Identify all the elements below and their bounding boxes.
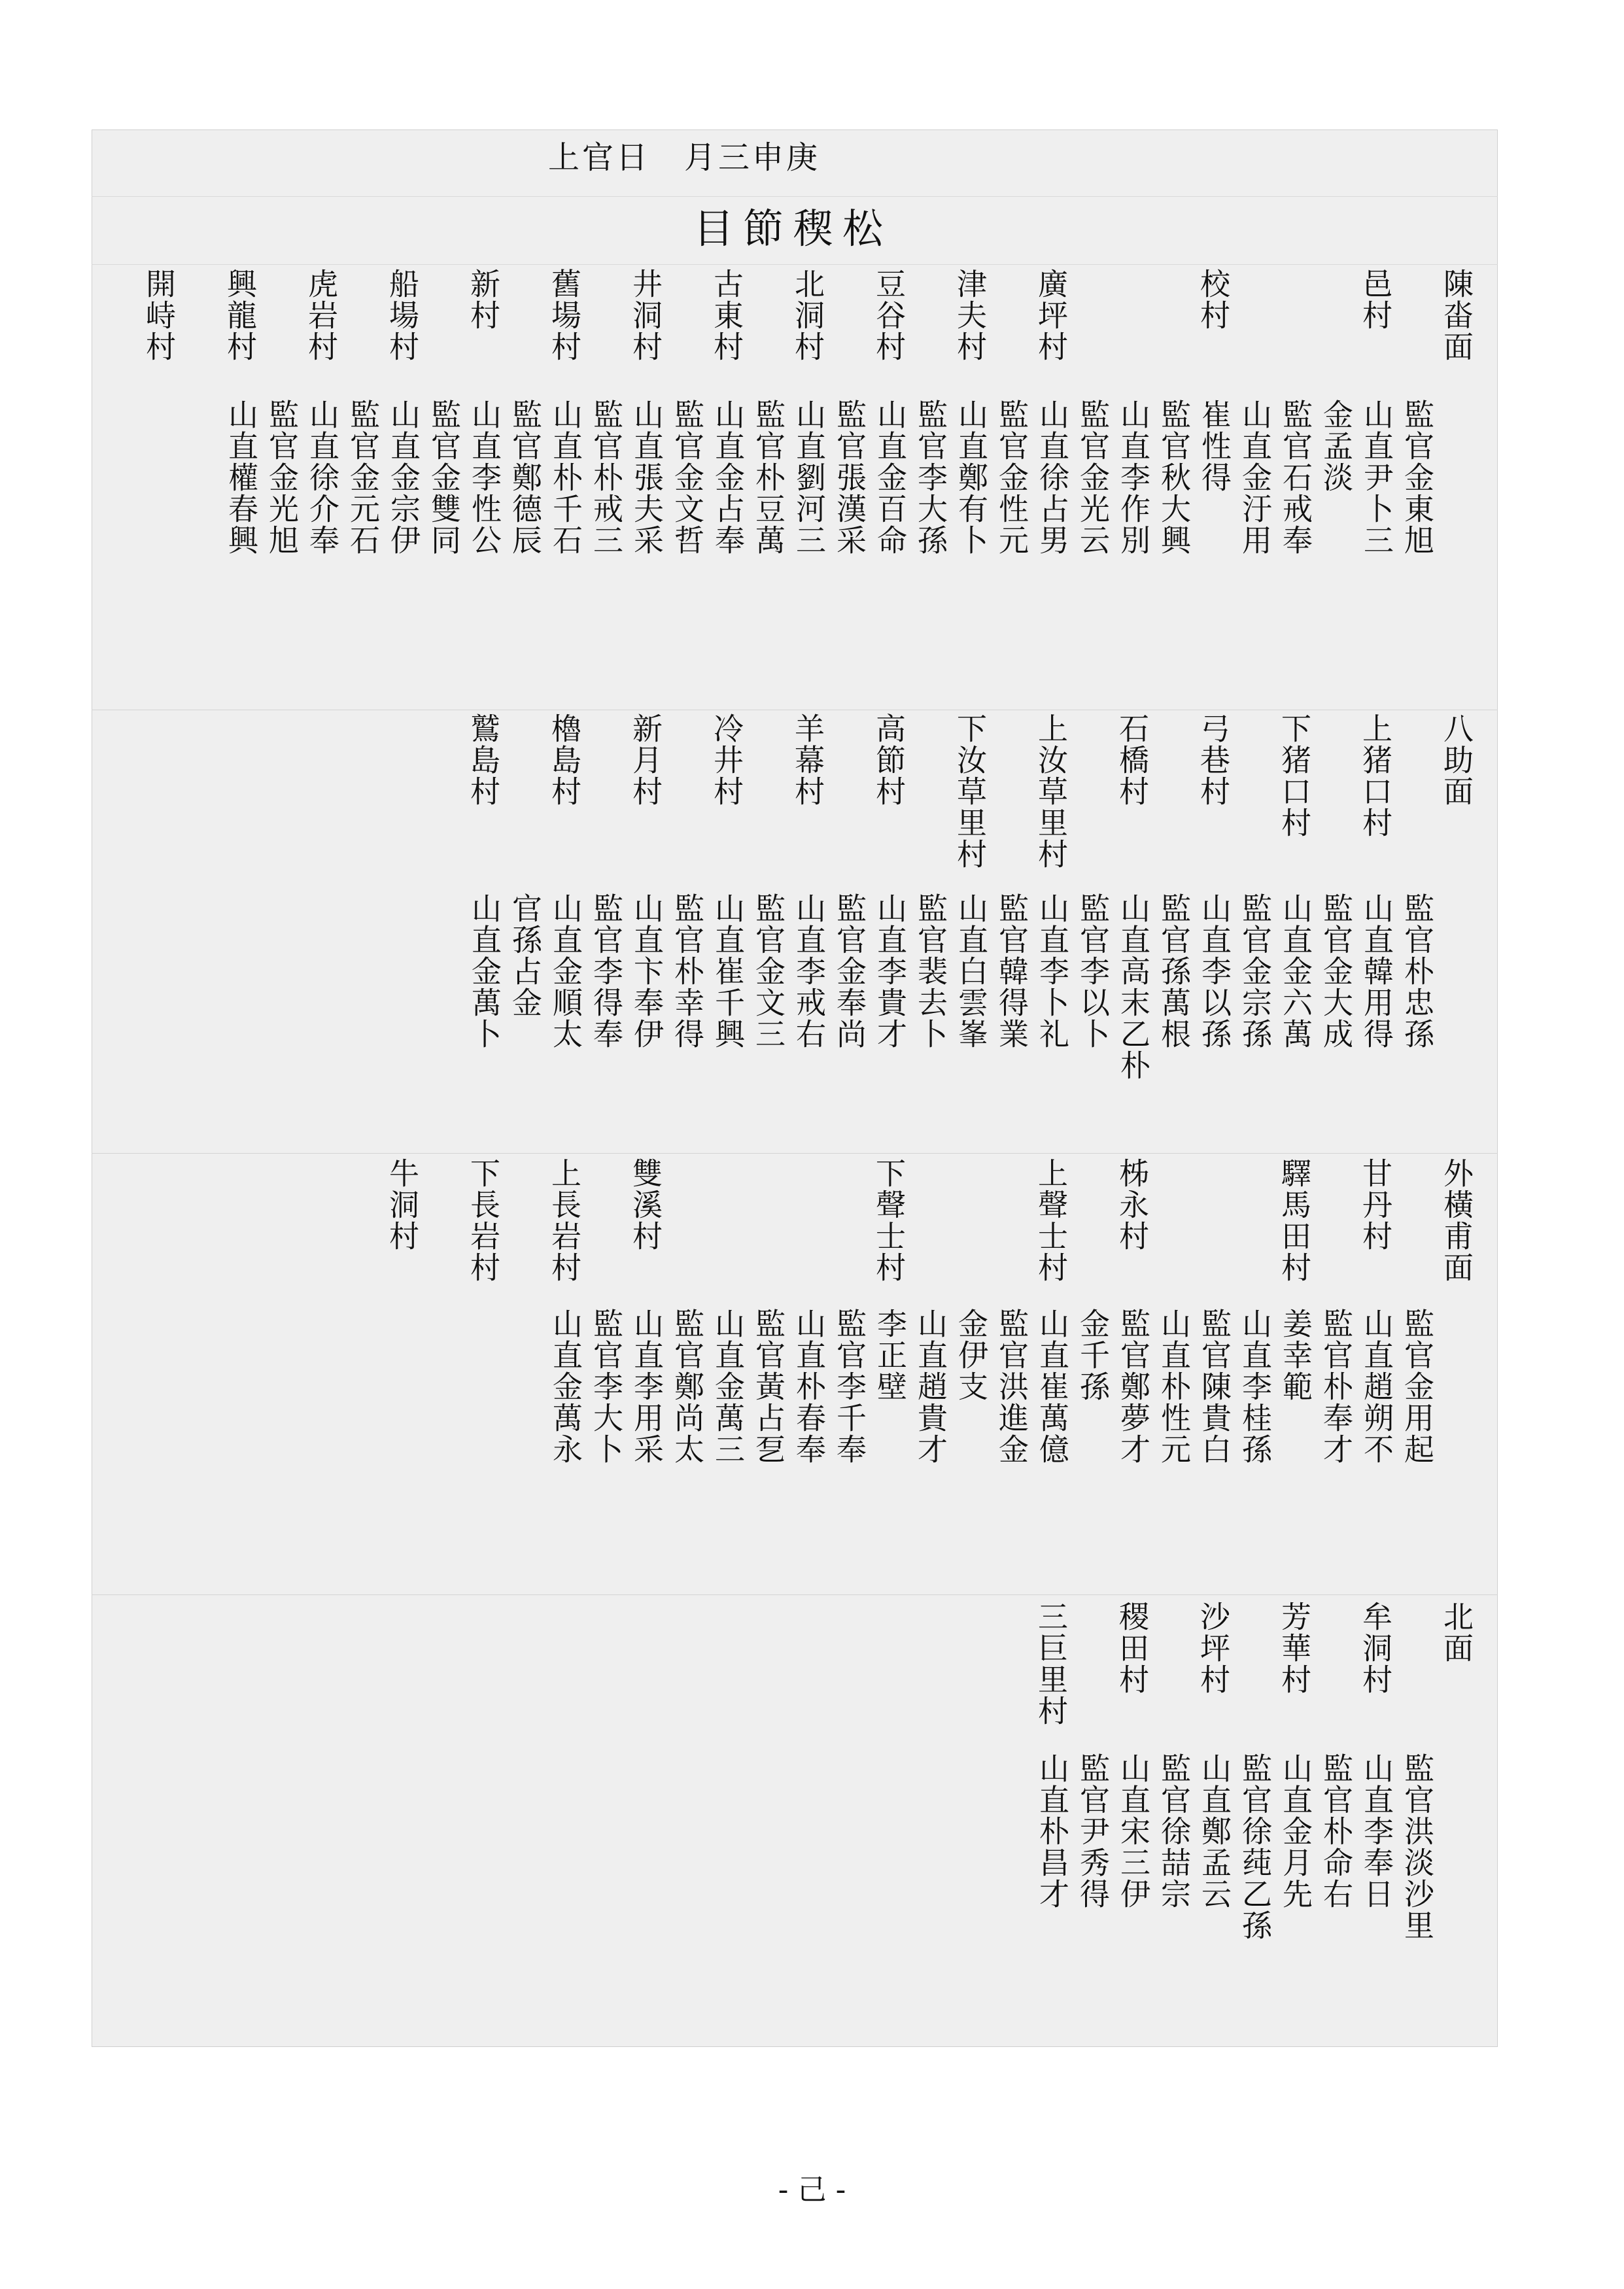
place-column: 上長岩村 xyxy=(547,1158,582,1283)
place-column: 古東村 xyxy=(709,268,744,362)
place-column: 北洞村 xyxy=(790,268,825,362)
official-column: 監官徐喆宗 xyxy=(1156,1753,1192,1910)
official-column: 監官裴去卜 xyxy=(913,893,948,1050)
official-column: 監官李大孫 xyxy=(913,399,948,556)
official-column: 監官金文三 xyxy=(751,893,786,1050)
official-column: 監官石戒奉 xyxy=(1278,399,1313,556)
place-column: 沙坪村 xyxy=(1196,1601,1231,1695)
official-column: 山直張夫采 xyxy=(629,399,665,556)
official-column: 官孫占金 xyxy=(508,893,543,1018)
place-column: 津夫村 xyxy=(952,268,988,362)
official-column: 監官李得奉 xyxy=(589,893,624,1050)
official-column: 李正壁 xyxy=(872,1308,908,1402)
section-divider xyxy=(92,1153,1498,1154)
place-column: 牛洞村 xyxy=(385,1158,420,1252)
official-column: 姜幸範 xyxy=(1278,1308,1313,1402)
official-column: 山直金六萬 xyxy=(1278,893,1313,1050)
official-column: 山直金萬三 xyxy=(710,1308,746,1465)
official-column: 山直權春興 xyxy=(224,399,259,556)
official-column: 山直卞奉伊 xyxy=(629,893,665,1050)
official-column: 山直金汙用 xyxy=(1237,399,1273,556)
official-column: 監官徐莼乙孫 xyxy=(1237,1753,1273,1941)
official-column: 監官洪淡沙里 xyxy=(1400,1753,1435,1941)
official-column: 監官朴奉才 xyxy=(1319,1308,1354,1465)
official-column: 山直金萬永 xyxy=(548,1308,583,1465)
place-column: 稷田村 xyxy=(1114,1601,1150,1695)
place-column: 下汝草里村 xyxy=(952,713,988,870)
place-column: 上猪口村 xyxy=(1358,713,1393,838)
place-column: 上聲士村 xyxy=(1033,1158,1069,1283)
official-column: 山直朴昌才 xyxy=(1035,1753,1070,1910)
official-column: 監官金雙同 xyxy=(426,399,462,556)
official-column: 監官朴忠孫 xyxy=(1400,893,1435,1050)
official-column: 山直鄭有卜 xyxy=(954,399,989,556)
official-column: 山直金宗伊 xyxy=(386,399,421,556)
official-column: 監官金用起 xyxy=(1400,1308,1435,1465)
official-column: 山直李桂孫 xyxy=(1237,1308,1273,1465)
page-title: 目節稧松 xyxy=(693,205,893,252)
official-column: 監官韓得業 xyxy=(994,893,1029,1050)
place-column: 櫓島村 xyxy=(547,713,582,807)
place-column: 甘丹村 xyxy=(1358,1158,1393,1252)
official-column: 監官金東旭 xyxy=(1400,399,1435,556)
section-divider xyxy=(92,1594,1498,1595)
official-column: 山直趙貴才 xyxy=(913,1308,948,1465)
place-column: 虎岩村 xyxy=(303,268,339,362)
place-column: 廣坪村 xyxy=(1033,268,1069,362)
official-column: 監官金文哲 xyxy=(670,399,705,556)
official-column: 監官金元石 xyxy=(345,399,381,556)
place-column: 船場村 xyxy=(385,268,420,362)
official-column: 監官李千奉 xyxy=(832,1308,867,1465)
official-column: 山直宋三伊 xyxy=(1116,1753,1151,1910)
official-column: 監官朴命右 xyxy=(1319,1753,1354,1910)
place-column: 柹永村 xyxy=(1114,1158,1150,1252)
official-column: 金千孫 xyxy=(1075,1308,1111,1402)
place-column: 驛馬田村 xyxy=(1277,1158,1312,1283)
official-column: 山直徐占男 xyxy=(1035,399,1070,556)
official-column: 山直李奉日 xyxy=(1359,1753,1394,1910)
place-column: 下猪口村 xyxy=(1277,713,1312,838)
official-column: 監官金光云 xyxy=(1075,399,1111,556)
official-column: 監官朴豆萬 xyxy=(751,399,786,556)
place-column: 新月村 xyxy=(628,713,663,807)
official-column: 崔性得 xyxy=(1197,399,1232,493)
official-column: 監官金奉尚 xyxy=(832,893,867,1050)
official-column: 監官秋大興 xyxy=(1156,399,1192,556)
place-column: 八助面 xyxy=(1439,713,1474,807)
official-column: 山直崔千興 xyxy=(710,893,746,1050)
official-column: 山直李以孫 xyxy=(1197,893,1232,1050)
official-column: 山直趙朔不 xyxy=(1359,1308,1394,1465)
official-column: 山直崔萬億 xyxy=(1035,1308,1070,1465)
official-column: 監官尹秀得 xyxy=(1075,1753,1111,1910)
official-column: 監官李大卜 xyxy=(589,1308,624,1465)
place-column: 下長岩村 xyxy=(466,1158,501,1283)
official-column: 山直金占奉 xyxy=(710,399,746,556)
official-column: 山直尹卜三 xyxy=(1359,399,1394,556)
place-column: 興龍村 xyxy=(222,268,258,362)
official-column: 監官金宗孫 xyxy=(1237,893,1273,1050)
official-column: 監官鄭尚太 xyxy=(670,1308,705,1465)
official-column: 監官朴幸得 xyxy=(670,893,705,1050)
official-column: 山直李用采 xyxy=(629,1308,665,1465)
place-column: 雙溪村 xyxy=(628,1158,663,1252)
place-column: 上汝草里村 xyxy=(1033,713,1069,870)
place-column: 開峙村 xyxy=(141,268,177,362)
official-column: 監官金光旭 xyxy=(264,399,300,556)
official-column: 監官鄭德辰 xyxy=(508,399,543,556)
place-column: 外橫甫面 xyxy=(1439,1158,1474,1283)
official-column: 山直金順太 xyxy=(548,893,583,1050)
place-column: 北面 xyxy=(1439,1601,1474,1664)
official-column: 山直朴千石 xyxy=(548,399,583,556)
place-column: 石橋村 xyxy=(1114,713,1150,807)
official-column: 金孟淡 xyxy=(1319,399,1354,493)
official-column: 監官黃占乭 xyxy=(751,1308,786,1465)
official-column: 金伊支 xyxy=(954,1308,989,1402)
place-column: 芳華村 xyxy=(1277,1601,1312,1695)
page-number: - 己 - xyxy=(778,2173,846,2207)
official-column: 山直金萬卜 xyxy=(467,893,502,1050)
official-column: 監官洪進金 xyxy=(994,1308,1029,1465)
place-column: 新村 xyxy=(466,268,501,331)
place-column: 三巨里村 xyxy=(1033,1601,1069,1727)
official-column: 山直金百命 xyxy=(872,399,908,556)
official-column: 山直金月先 xyxy=(1278,1753,1313,1910)
official-column: 山直高末乙朴 xyxy=(1116,893,1151,1081)
place-column: 舊場村 xyxy=(547,268,582,362)
official-column: 山直白雲峯 xyxy=(954,893,989,1050)
place-column: 羊幕村 xyxy=(790,713,825,807)
official-column: 山直李戒右 xyxy=(791,893,827,1050)
official-column: 監官李以卜 xyxy=(1075,893,1111,1050)
official-column: 山直李作別 xyxy=(1116,399,1151,556)
official-column: 山直鄭孟云 xyxy=(1197,1753,1232,1910)
place-column: 井洞村 xyxy=(628,268,663,362)
place-column: 校村 xyxy=(1196,268,1231,331)
official-column: 監官金性元 xyxy=(994,399,1029,556)
place-column: 弓巷村 xyxy=(1196,713,1231,807)
official-column: 山直朴性元 xyxy=(1156,1308,1192,1465)
official-column: 山直劉河三 xyxy=(791,399,827,556)
official-column: 監官鄭夢才 xyxy=(1116,1308,1151,1465)
place-column: 陳畓面 xyxy=(1439,268,1474,362)
place-column: 豆谷村 xyxy=(871,268,907,362)
official-column: 監官朴戒三 xyxy=(589,399,624,556)
official-column: 山直韓用得 xyxy=(1359,893,1394,1050)
place-column: 冷井村 xyxy=(709,713,744,807)
date-line: 上官日 月三申庚 xyxy=(548,139,821,176)
official-column: 山直徐介奉 xyxy=(305,399,340,556)
official-column: 監官金大成 xyxy=(1319,893,1354,1050)
official-column: 山直朴春奉 xyxy=(791,1308,827,1465)
official-column: 山直李性公 xyxy=(467,399,502,556)
official-column: 山直李貴才 xyxy=(872,893,908,1050)
place-column: 下聲士村 xyxy=(871,1158,907,1283)
official-column: 山直李卜礼 xyxy=(1035,893,1070,1050)
official-column: 監官孫萬根 xyxy=(1156,893,1192,1050)
place-column: 牟洞村 xyxy=(1358,1601,1393,1695)
place-column: 邑村 xyxy=(1358,268,1393,331)
official-column: 監官張漢采 xyxy=(832,399,867,556)
official-column: 監官陳貴白 xyxy=(1197,1308,1232,1465)
place-column: 鷲島村 xyxy=(466,713,501,807)
place-column: 高節村 xyxy=(871,713,907,807)
